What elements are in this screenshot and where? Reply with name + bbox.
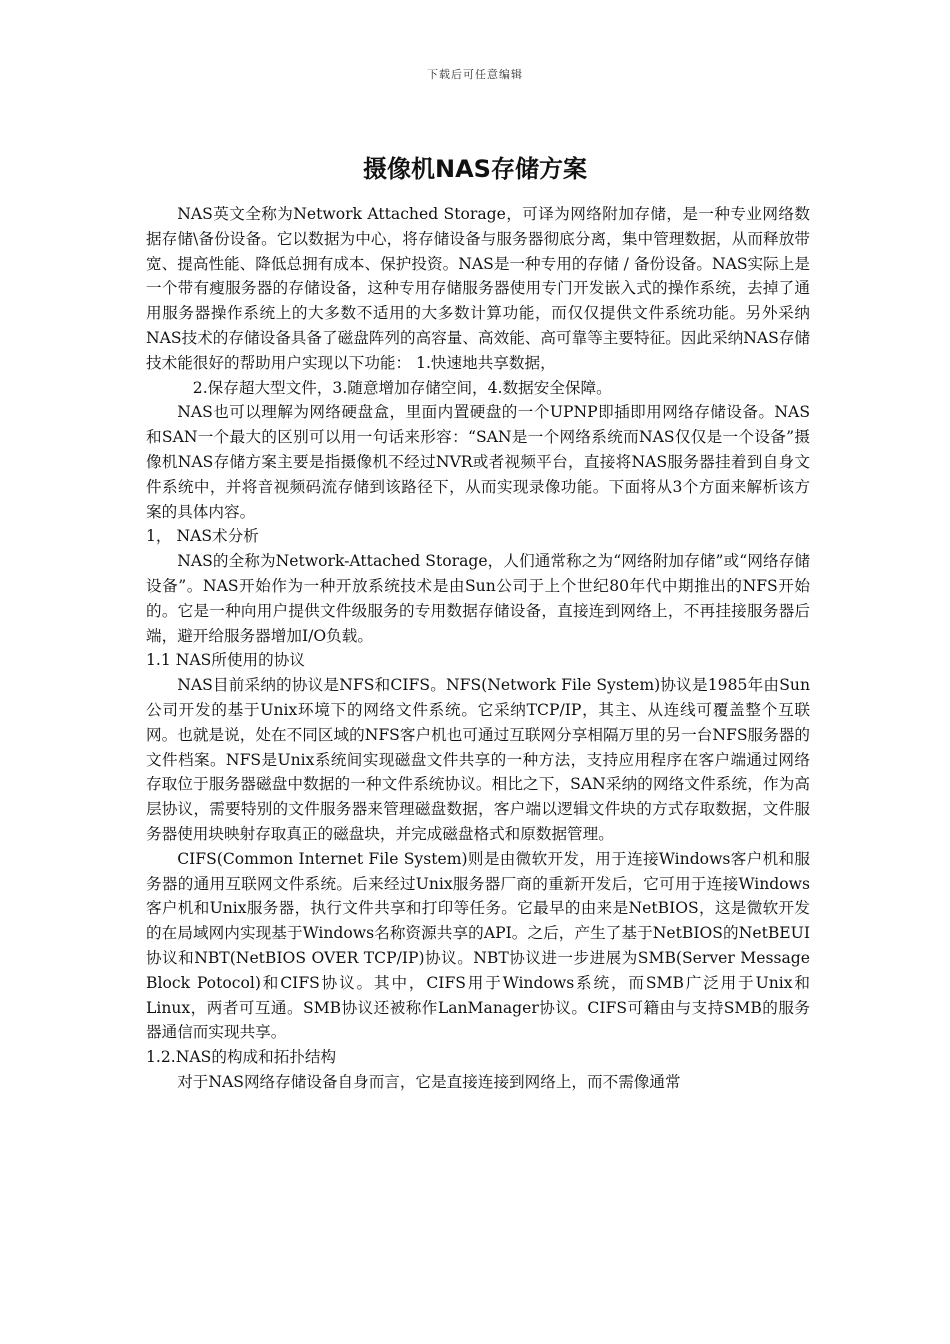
paragraph-nas-overview: [146, 202, 810, 400]
page-header-note: 下载后可任意编辑: [427, 68, 523, 81]
document-title: 摄像机NAS存储方案: [363, 155, 587, 183]
paragraph-nas-camera-scheme: NAS也可以理解为网络硬盘盒，里面内置硬盘的一个UPNP即插即用网络存储设备。NAS和SAN一个最大的区别可以用一句话来形容：“SAN是一个网络系统而NAS仅仅是一个设备”摄像机NAS存储方案主要是指摄像机不经过NVR或者视频平台，直接将NAS服务器挂着到自身文件系统中，并将音视频码流存储到该路径下，从而实现录像功能。下面将从3个方面来解析该方案的具体内容。: [146, 403, 810, 521]
section-heading-1-1: 1.1 NAS所使用的协议: [146, 651, 305, 670]
paragraph-nas-overview-text: NAS英文全称为Network Attached Storage，可译为网络附加存储，是一种专业网络数据存储\备份设备。它以数据为中心，将存储设备与服务器彻底分离，集中管理数据，从而释放带宽、提高性能、降低总拥有成本、保护投资。NAS是一种专用的存储 / 备份设备。NAS实际上是一个带有瘦服务器的存储设备，这种专用存储服务器使用专门开发嵌入式的操作系统，去掉了通用服务器操作系统上的大多数不适用的大多数计算功能，而仅仅提供文件系统功能。另外采纳NAS技术的存储设备具备了磁盘阵列的高容量、高效能、高可靠等主要特征。因此采纳NAS存储技术能很好的帮助用户实现以下功能： 1.快速地共享数据，: [146, 205, 810, 372]
paragraph-nfs-protocol: NAS目前采纳的协议是NFS和CIFS。NFS(Network File System)协议是1985年由Sun公司开发的基于Unix环境下的网络文件系统。它采纳TCP/IP，其主、从连线可覆盖整个互联网。也就是说，处在不同区域的NFS客户机也可通过互联网分享相隔万里的另一台NFS服务器的文件档案。NFS是Unix系统间实现磁盘文件共享的一种方法，支持应用程序在客户端通过网络存取位于服务器磁盘中数据的一种文件系统协议。相比之下，SAN采纳的网络文件系统，作为高层协议，需要特别的文件服务器来管理磁盘数据，客户端以逻辑文件块的方式存取数据，文件服务器使用块映射存取真正的磁盘块，并完成磁盘格式和原数据管理。: [146, 676, 810, 843]
section-heading-1: 1， NAS术分析: [146, 527, 259, 546]
paragraph-nas-structure: 对于NAS网络存储设备自身而言，它是直接连接到网络上，而不需像通常: [177, 1072, 681, 1091]
document-body: [146, 202, 810, 1095]
paragraph-cifs-protocol: CIFS(Common Internet File System)则是由微软开发，用于连接Windows客户机和服务器的通用互联网文件系统。后来经过Unix服务器厂商的重新开发后，它可用于连接Windows客户机和Unix服务器，执行文件共享和打印等任务。它最早的由来是NetBIOS，这是微软开发的在局域网内实现基于Windows名称资源共享的API。之后，产生了基于NetBIOS的NetBEUI协议和NBT(NetBIOS OVER TCP/IP)协议。NBT协议进一步进展为SMB(Server Message Block Potocol)和CIFS协议。其中，CIFS用于Windows系统，而SMB广泛用于Unix和Linux，两者可互通。SMB协议还被称作LanManager协议。CIFS可籍由与支持SMB的服务器通信而实现共享。: [146, 849, 810, 1042]
feature-list: 2.保存超大型文件，3.随意增加存储空间，4.数据安全保障。: [192, 378, 612, 397]
section-heading-1-2: 1.2.NAS的构成和拓扑结构: [146, 1048, 337, 1067]
paragraph-nas-history: NAS的全称为Network-Attached Storage，人们通常称之为“网络附加存储”或“网络存储设备”。NAS开始作为一种开放系统技术是由Sun公司于上个世纪80年代中期推出的NFS开始的。它是一种向用户提供文件级服务的专用数据存储设备，直接连到网络上，不再挂接服务器后端，避开给服务器增加I/O负载。: [146, 552, 810, 645]
